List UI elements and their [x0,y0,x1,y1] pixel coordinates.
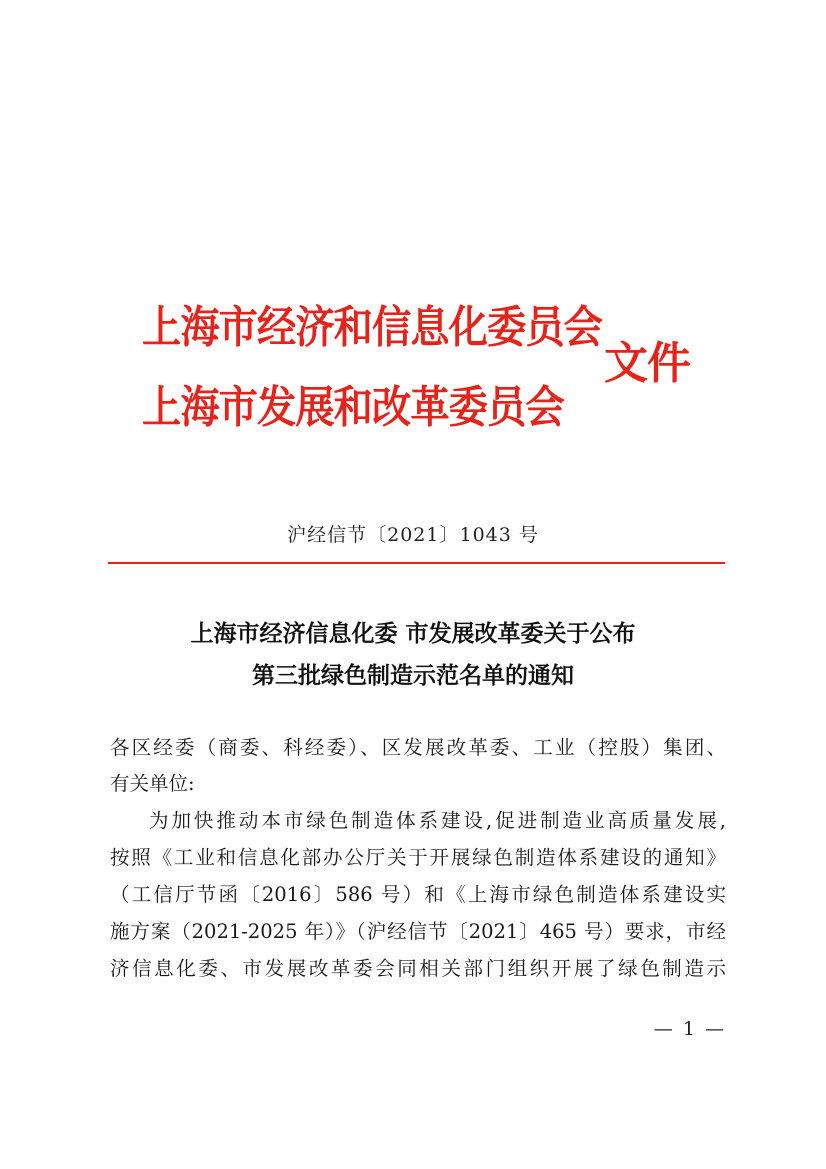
body-paragraph-line: 按照《工业和信息化部办公厅关于开展绿色制造体系建设的通知》 [110,846,726,869]
body-line-recipients: 各区经委（商委、科经委）、区发展改革委、工业（控股）集团、 [110,736,726,759]
body-paragraph-line: 为加快推动本市绿色制造体系建设,促进制造业高质量发展, [149,809,726,832]
notice-title-line-1: 上海市经济信息化委 市发展改革委关于公布 [190,620,636,647]
issuer-economy-commission: 上海市经济和信息化委员会 [142,302,602,353]
body-paragraph-line: 施方案（2021-2025 年）》（沪经信节〔2021〕465 号）要求，市经 [110,920,726,943]
notice-body [110,730,726,1020]
red-divider-line [108,562,725,564]
page-number: — 1 — [653,1018,726,1040]
issuer-development-commission: 上海市发展和改革委员会 [142,382,564,433]
body-paragraph-line: 济信息化委、市发展改革委会同相关部门组织开展了绿色制造示 [110,957,726,980]
body-line-recipients-cont: 有关单位: [110,772,195,795]
notice-title-line-2: 第三批绿色制造示范名单的通知 [252,662,574,689]
document-suffix: 文件 [604,338,690,389]
body-paragraph-line: （工信厅节函〔2016〕586 号）和《上海市绿色制造体系建设实 [110,883,726,906]
issuing-authority-header [142,292,702,452]
document-number: 沪经信节〔2021〕1043 号 [287,524,539,546]
